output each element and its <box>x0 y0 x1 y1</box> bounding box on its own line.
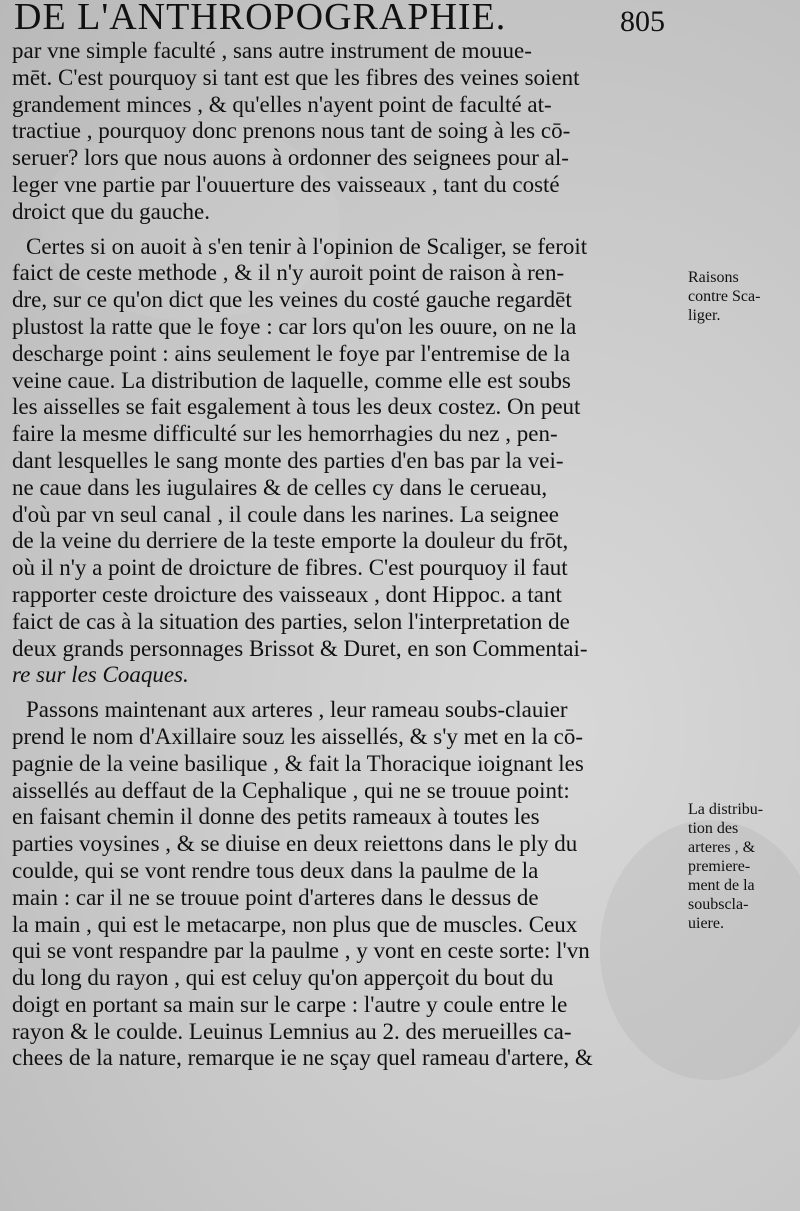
text-line: les aisselles se fait esgalement à tous les deux costez. On peut <box>12 394 581 420</box>
text-line: leger vne partie par l'ouuerture des vaisseaux , tant du costé <box>12 171 560 197</box>
margin-note-line: La distribu- <box>688 801 764 818</box>
text-line: mēt. C'est pourquoy si tant est que les fibres des veines soient <box>12 64 580 90</box>
text-line: pagnie de la veine basilique , & fait la Thoracique ioignant les <box>12 750 584 776</box>
text-line: doigt en portant sa main sur le carpe : l'autre y coule entre le <box>12 991 568 1017</box>
text-line: veine caue. La distribution de laquelle, comme elle est soubs <box>12 367 571 393</box>
text-line: parties voysines , & se diuise en deux reiettons dans le ply du <box>12 831 578 857</box>
text-line: faict de ceste methode , & il n'y auroit point de raison à ren- <box>12 260 565 286</box>
margin-note-raisons <box>688 268 798 325</box>
text-line: qui se vont respandre par la paulme , y vont en ceste sorte: l'vn <box>12 938 590 964</box>
margin-note-line: arteres , & <box>688 839 756 856</box>
paragraph-2 <box>12 234 682 690</box>
text-line: prend le nom d'Axillaire souz les aissellés, & s'y met en la cō- <box>12 723 584 749</box>
page-number: 805 <box>620 5 665 38</box>
text-line: grandement minces , & qu'elles n'ayent point de faculté at- <box>12 91 552 117</box>
text-line: main : car il ne se trouue point d'arteres dans le dessus de <box>12 884 539 910</box>
margin-note-distribution <box>688 800 798 933</box>
margin-note-line: soubscla- <box>688 896 749 913</box>
margin-note-line: premiere- <box>688 858 751 875</box>
margin-note-line: tion des <box>688 820 739 837</box>
text-line: aissellés au deffaut de la Cephalique , qui ne se trouue point: <box>12 777 570 803</box>
text-line: Certes si on auoit à s'en tenir à l'opinion de Scaliger, se feroit <box>26 233 588 259</box>
text-line: dre, sur ce qu'on dict que les veines du costé gauche regardēt <box>12 287 572 313</box>
text-line: plustost la ratte que le foye : car lors qu'on les ouure, on ne la <box>12 313 577 339</box>
text-line: de la veine du derriere de la teste emporte la douleur du frōt, <box>12 528 569 554</box>
text-line: d'où par vn seul canal , il coule dans les narines. La seignee <box>12 501 560 527</box>
text-line: deux grands personnages Brissot & Duret, en son Commentai- <box>12 635 588 661</box>
paragraph-1 <box>12 38 682 226</box>
text-line: re sur les Coaques. <box>12 662 189 688</box>
text-line: seruer? lors que nous auons à ordonner des seignees pour al- <box>12 145 569 171</box>
margin-note-line: ment de la <box>688 877 755 894</box>
margin-note-line: uiere. <box>688 915 724 932</box>
margin-note-line: liger. <box>688 307 721 324</box>
text-line: Passons maintenant aux arteres , leur rameau soubs-clauier <box>26 697 568 723</box>
text-line: par vne simple faculté , sans autre instrument de mouue- <box>12 38 532 63</box>
text-line: faire la mesme difficulté sur les hemorrhagies du nez , pen- <box>12 421 558 447</box>
text-line: en faisant chemin il donne des petits rameaux à toutes les <box>12 804 540 830</box>
main-text <box>12 38 682 1072</box>
text-line: coulde, qui se vont rendre tous deux dans la paulme de la <box>12 857 539 883</box>
paragraph-3 <box>12 697 682 1072</box>
text-line: où il n'y a point de droicture de fibres. C'est pourquoy il faut <box>12 555 568 581</box>
text-line: droict que du gauche. <box>12 198 210 224</box>
text-line: dant lesquelles le sang monte des parties d'en bas par la vei- <box>12 447 564 473</box>
text-line: faict de cas à la situation des parties, selon l'interpretation de <box>12 608 570 634</box>
running-title: DE L'ANTHROPOGRAPHIE. <box>14 0 507 38</box>
text-line: descharge point : ains seulement le foye par l'entremise de la <box>12 340 571 366</box>
text-line: du long du rayon , qui est celuy qu'on apperçoit du bout du <box>12 965 554 991</box>
text-line: chees de la nature, remarque ie ne sçay quel rameau d'artere, & <box>12 1045 593 1071</box>
text-line: la main , qui est le metacarpe, non plus que de muscles. Ceux <box>12 911 578 937</box>
margin-note-line: Raisons <box>688 269 739 286</box>
text-line: ne caue dans les iugulaires & de celles cy dans le cerueau, <box>12 474 548 500</box>
margin-note-line: contre Sca- <box>688 288 761 305</box>
text-line: rayon & le coulde. Leuinus Lemnius au 2. des merueilles ca- <box>12 1018 572 1044</box>
text-line: rapporter ceste droicture des vaisseaux , dont Hippoc. a tant <box>12 581 562 607</box>
text-line: tractiue , pourquoy donc prenons nous tant de soing à les cō- <box>12 118 571 144</box>
